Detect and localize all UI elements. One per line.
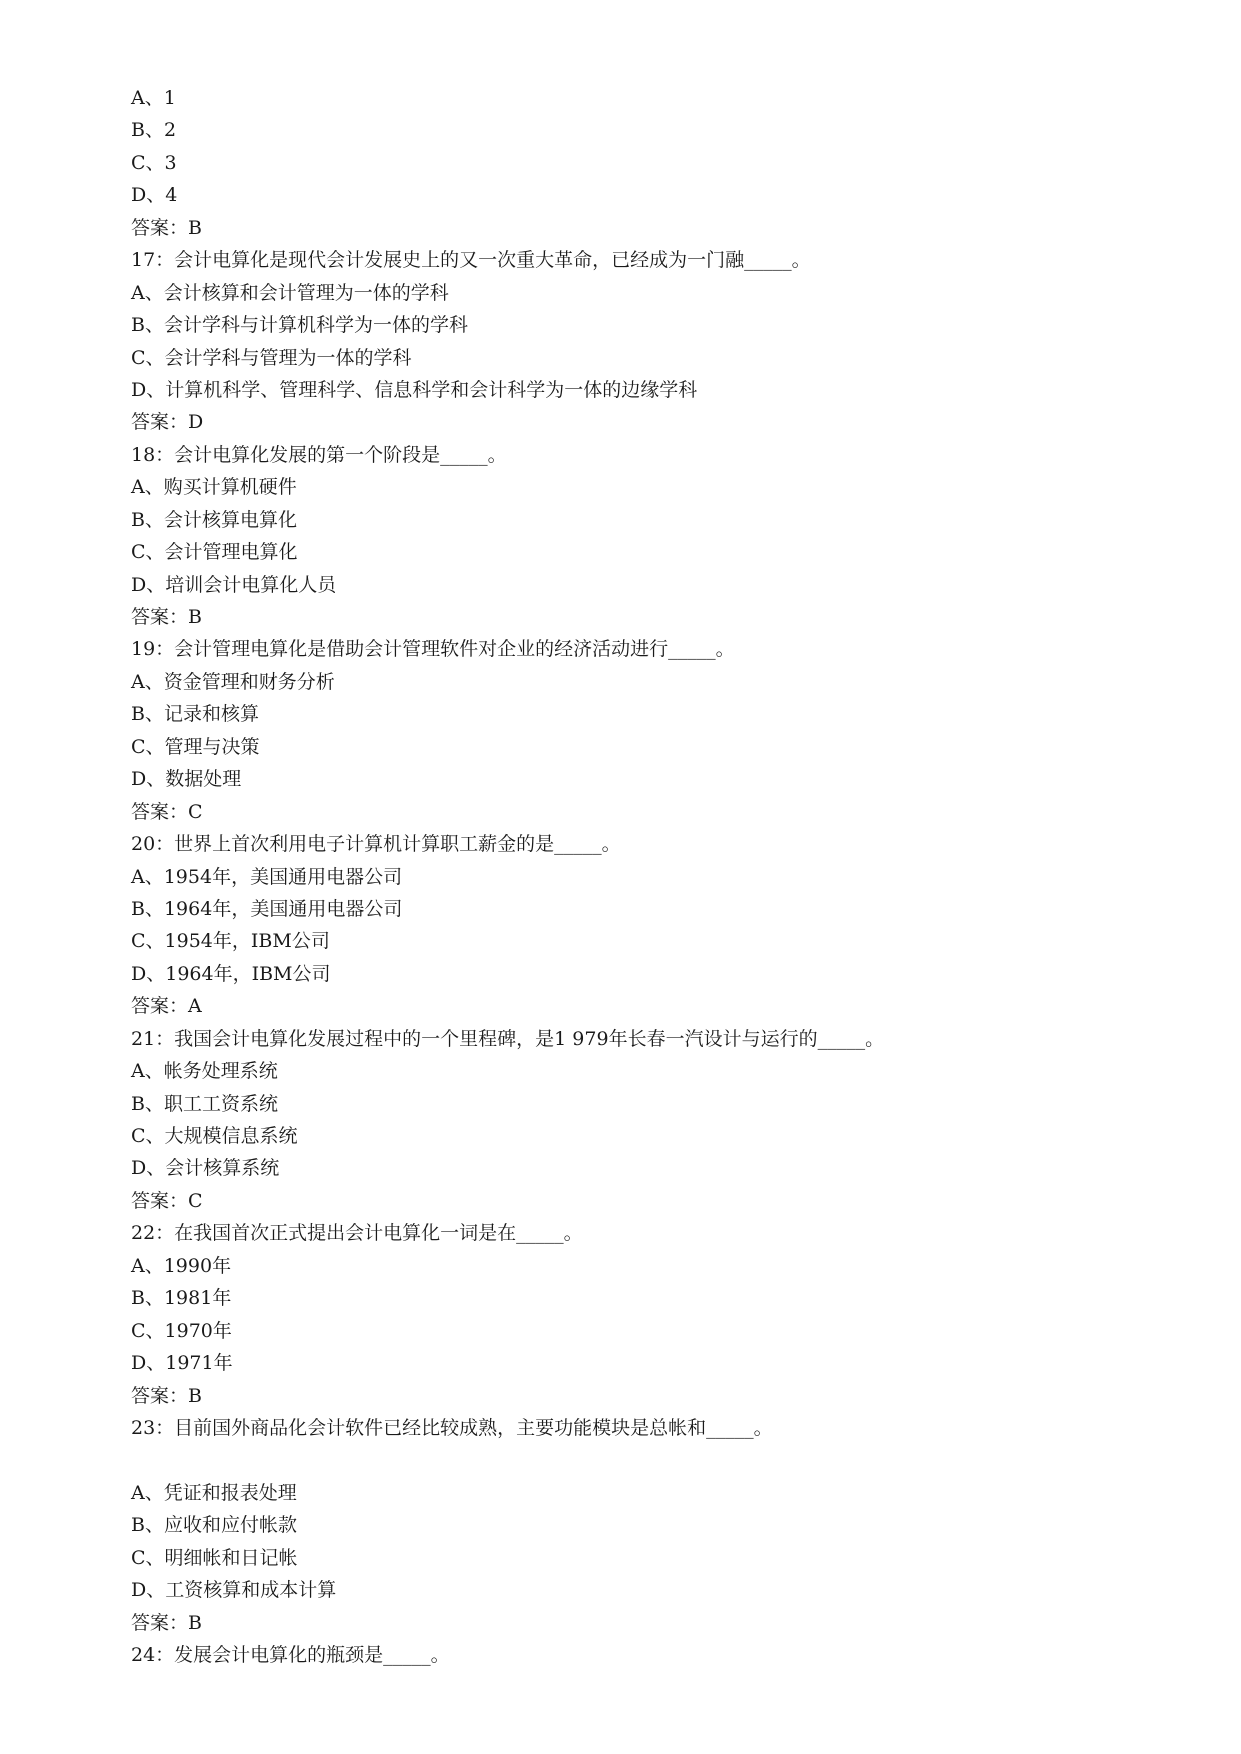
option-d-q18: D、培训会计电算化人员 bbox=[131, 573, 337, 596]
question-17: 17：会计电算化是现代会计发展史上的又一次重大革命，已经成为一门融_____。 bbox=[131, 249, 811, 272]
option-c-q20: C、1954年，IBM公司 bbox=[131, 930, 330, 953]
answer-q18: 答案：B bbox=[131, 606, 202, 628]
option-a-q17: A、会计核算和会计管理为一体的学科 bbox=[131, 281, 449, 304]
option-c-q19: C、管理与决策 bbox=[131, 735, 260, 758]
option-d-q21: D、会计核算系统 bbox=[131, 1157, 280, 1180]
option-c-q23: C、明细帐和日记帐 bbox=[131, 1546, 298, 1569]
answer-q17: 答案：D bbox=[131, 411, 204, 434]
option-c-q21: C、大规模信息系统 bbox=[131, 1125, 298, 1147]
question-24: 24：发展会计电算化的瓶颈是_____。 bbox=[131, 1644, 450, 1666]
answer-q20: 答案：A bbox=[131, 995, 202, 1018]
option-a-q23: A、凭证和报表处理 bbox=[131, 1481, 297, 1504]
option-d-q16: D、4 bbox=[131, 184, 178, 207]
question-23: 23：目前国外商品化会计软件已经比较成熟，主要功能模块是总帐和_____。 bbox=[131, 1416, 773, 1439]
question-18: 18：会计电算化发展的第一个阶段是_____。 bbox=[131, 443, 507, 466]
question-20: 20：世界上首次利用电子计算机计算职工薪金的是_____。 bbox=[131, 833, 621, 856]
question-list bbox=[131, 82, 1131, 1671]
blank-line bbox=[131, 1444, 1131, 1476]
option-a-q21: A、帐务处理系统 bbox=[131, 1060, 278, 1083]
option-a-q19: A、资金管理和财务分析 bbox=[131, 670, 335, 693]
answer-q22: 答案：B bbox=[131, 1384, 202, 1407]
answer-q16: 答案：B bbox=[131, 216, 202, 239]
answer-q19: 答案：C bbox=[131, 800, 203, 823]
option-c-q16: C、3 bbox=[131, 151, 177, 174]
option-a-q18: A、购买计算机硬件 bbox=[131, 476, 297, 499]
option-d-q20: D、1964年，IBM公司 bbox=[131, 962, 331, 985]
option-b-q23: B、应收和应付帐款 bbox=[131, 1514, 297, 1537]
question-22: 22：在我国首次正式提出会计电算化一词是在_____。 bbox=[131, 1222, 583, 1245]
question-19: 19：会计管理电算化是借助会计管理软件对企业的经济活动进行_____。 bbox=[131, 638, 735, 661]
option-b-q20: B、1964年，美国通用电器公司 bbox=[131, 897, 403, 920]
option-a-q20: A、1954年，美国通用电器公司 bbox=[131, 865, 403, 888]
option-b-q17: B、会计学科与计算机科学为一体的学科 bbox=[131, 314, 468, 337]
option-d-q23: D、工资核算和成本计算 bbox=[131, 1579, 337, 1602]
option-b-q19: B、记录和核算 bbox=[131, 703, 259, 726]
option-d-q17: D、计算机科学、管理科学、信息科学和会计科学为一体的边缘学科 bbox=[131, 378, 698, 401]
option-d-q19: D、数据处理 bbox=[131, 768, 242, 791]
option-b-q21: B、职工工资系统 bbox=[131, 1092, 278, 1115]
option-b-q16: B、2 bbox=[131, 119, 177, 142]
option-c-q18: C、会计管理电算化 bbox=[131, 541, 298, 564]
question-21: 21：我国会计电算化发展过程中的一个里程碑，是1 979年长春一汽设计与运行的_____。 bbox=[131, 1027, 885, 1050]
option-c-q17: C、会计学科与管理为一体的学科 bbox=[131, 346, 412, 369]
answer-q23: 答案：B bbox=[131, 1611, 202, 1634]
option-c-q22: C、1970年 bbox=[131, 1319, 232, 1342]
option-b-q18: B、会计核算电算化 bbox=[131, 508, 297, 531]
option-a-q22: A、1990年 bbox=[131, 1254, 232, 1277]
option-a-q16: A、1 bbox=[131, 87, 176, 109]
option-d-q22: D、1971年 bbox=[131, 1352, 233, 1375]
answer-q21: 答案：C bbox=[131, 1189, 203, 1212]
option-b-q22: B、1981年 bbox=[131, 1287, 232, 1310]
